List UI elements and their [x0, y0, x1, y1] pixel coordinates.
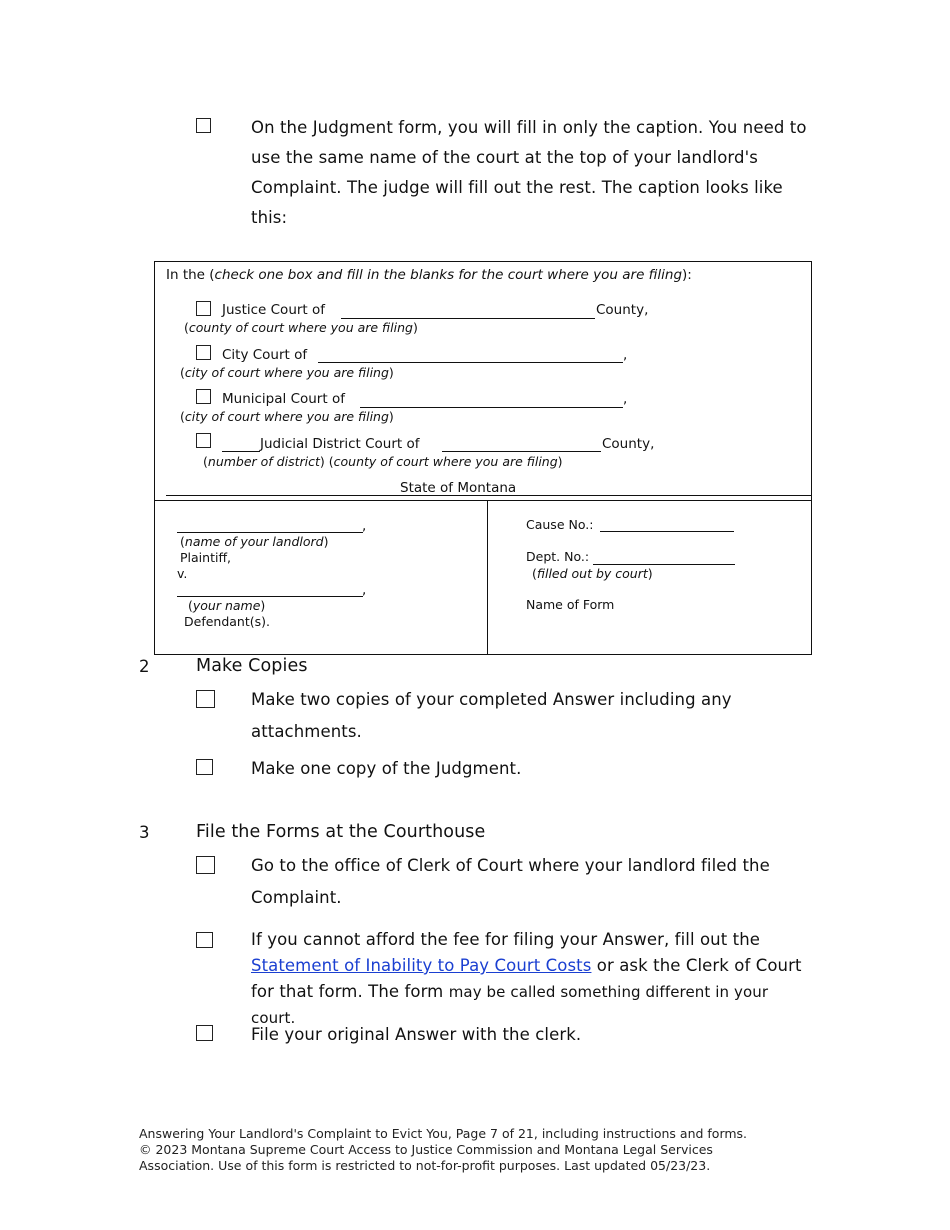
district-number-blank[interactable]	[222, 451, 260, 452]
intro-text: On the Judgment form, you will fill in only the caption. You need to use the same name of the court at the top of your landlord's Complaint. The judge will fill out the rest. The caption looks like this:	[251, 118, 807, 227]
checkbox-make-two-copies[interactable]	[196, 690, 215, 708]
section2-title: Make Copies	[196, 656, 308, 676]
cause-blank[interactable]	[600, 531, 734, 532]
district-county-blank[interactable]	[442, 451, 601, 452]
copy-judgment-text: Make one copy of the Judgment.	[251, 759, 522, 778]
defendant-comma: ,	[362, 582, 367, 598]
defendant-label: Defendant(s).	[184, 614, 270, 629]
city-blank[interactable]	[318, 362, 623, 363]
plaintiff-label: Plaintiff,	[180, 550, 232, 565]
dept-blank[interactable]	[593, 564, 735, 565]
justice-county-blank[interactable]	[341, 318, 595, 319]
checkbox-city-court[interactable]	[196, 345, 211, 360]
checkbox-caption-instruction[interactable]	[196, 118, 211, 133]
statement-inability-link[interactable]: Statement of Inability to Pay Court Costs	[251, 956, 592, 975]
defendant-hint: (your name)	[188, 598, 266, 613]
caption-divider	[166, 495, 812, 496]
checkbox-file-original[interactable]	[196, 1025, 213, 1041]
checkbox-go-to-clerk[interactable]	[196, 856, 215, 874]
caption-header: In the (check one box and fill in the blanks for the court where you are filing):	[166, 267, 692, 283]
plaintiff-hint: (name of your landlord)	[180, 534, 329, 549]
section2-number: 2	[139, 657, 150, 676]
cause-label: Cause No.:	[526, 517, 594, 532]
municipal-blank[interactable]	[360, 407, 623, 408]
section3-title: File the Forms at the Courthouse	[196, 822, 486, 842]
justice-county-suffix: County,	[596, 302, 649, 318]
city-hint: (city of court where you are filing)	[180, 365, 394, 380]
municipal-hint: (city of court where you are filing)	[180, 409, 394, 424]
caption-vertical-divider	[487, 500, 488, 655]
district-county-suffix: County,	[602, 436, 655, 452]
go-to-clerk-text: Go to the office of Clerk of Court where your landlord filed the Complaint.	[251, 856, 770, 907]
city-court-label: City Court of	[222, 347, 308, 363]
file-original-text: File your original Answer with the clerk.	[251, 1025, 582, 1044]
plaintiff-comma: ,	[362, 518, 367, 534]
justice-court-label: Justice Court of	[222, 302, 326, 318]
fee-waiver-end: may be called something different in your court.	[251, 983, 769, 1027]
municipal-court-label: Municipal Court of	[222, 391, 345, 407]
section3-number: 3	[139, 823, 150, 842]
checkbox-copy-judgment[interactable]	[196, 759, 213, 775]
checkbox-district-court[interactable]	[196, 433, 211, 448]
municipal-suffix: ,	[623, 391, 628, 407]
fee-waiver-mid: or ask the Clerk of Court for that form. The form	[251, 956, 802, 1001]
justice-hint: (county of court where you are filing)	[184, 320, 418, 335]
form-name-label: Name of Form	[526, 597, 615, 612]
district-hint: (number of district) (county of court where you are filing)	[203, 454, 563, 469]
checkbox-justice-court[interactable]	[196, 301, 211, 316]
plaintiff-blank[interactable]	[177, 532, 363, 533]
state-label: State of Montana	[400, 480, 517, 496]
versus-label: v.	[177, 566, 188, 581]
dept-label: Dept. No.:	[526, 549, 590, 564]
caption-divider-full	[154, 500, 812, 501]
fee-waiver-text	[251, 927, 816, 1031]
defendant-blank[interactable]	[177, 596, 363, 597]
dept-hint: (filled out by court)	[532, 566, 653, 581]
checkbox-fee-waiver[interactable]	[196, 932, 213, 948]
footer-line1: Answering Your Landlord's Complaint to Evict You, Page 7 of 21, including instructions and forms.	[139, 1126, 748, 1141]
make-two-copies-text: Make two copies of your completed Answer including any attachments.	[251, 690, 732, 741]
checkbox-municipal-court[interactable]	[196, 389, 211, 404]
district-court-label: Judicial District Court of	[260, 436, 420, 452]
fee-waiver-intro: If you cannot afford the fee for filing your Answer, fill out the	[251, 930, 761, 949]
city-suffix: ,	[623, 347, 628, 363]
footer-line2: © 2023 Montana Supreme Court Access to Justice Commission and Montana Legal Services Association. Use of this form is restricted to not-for-profit purposes. Last updated 05/23/23.	[139, 1142, 713, 1173]
